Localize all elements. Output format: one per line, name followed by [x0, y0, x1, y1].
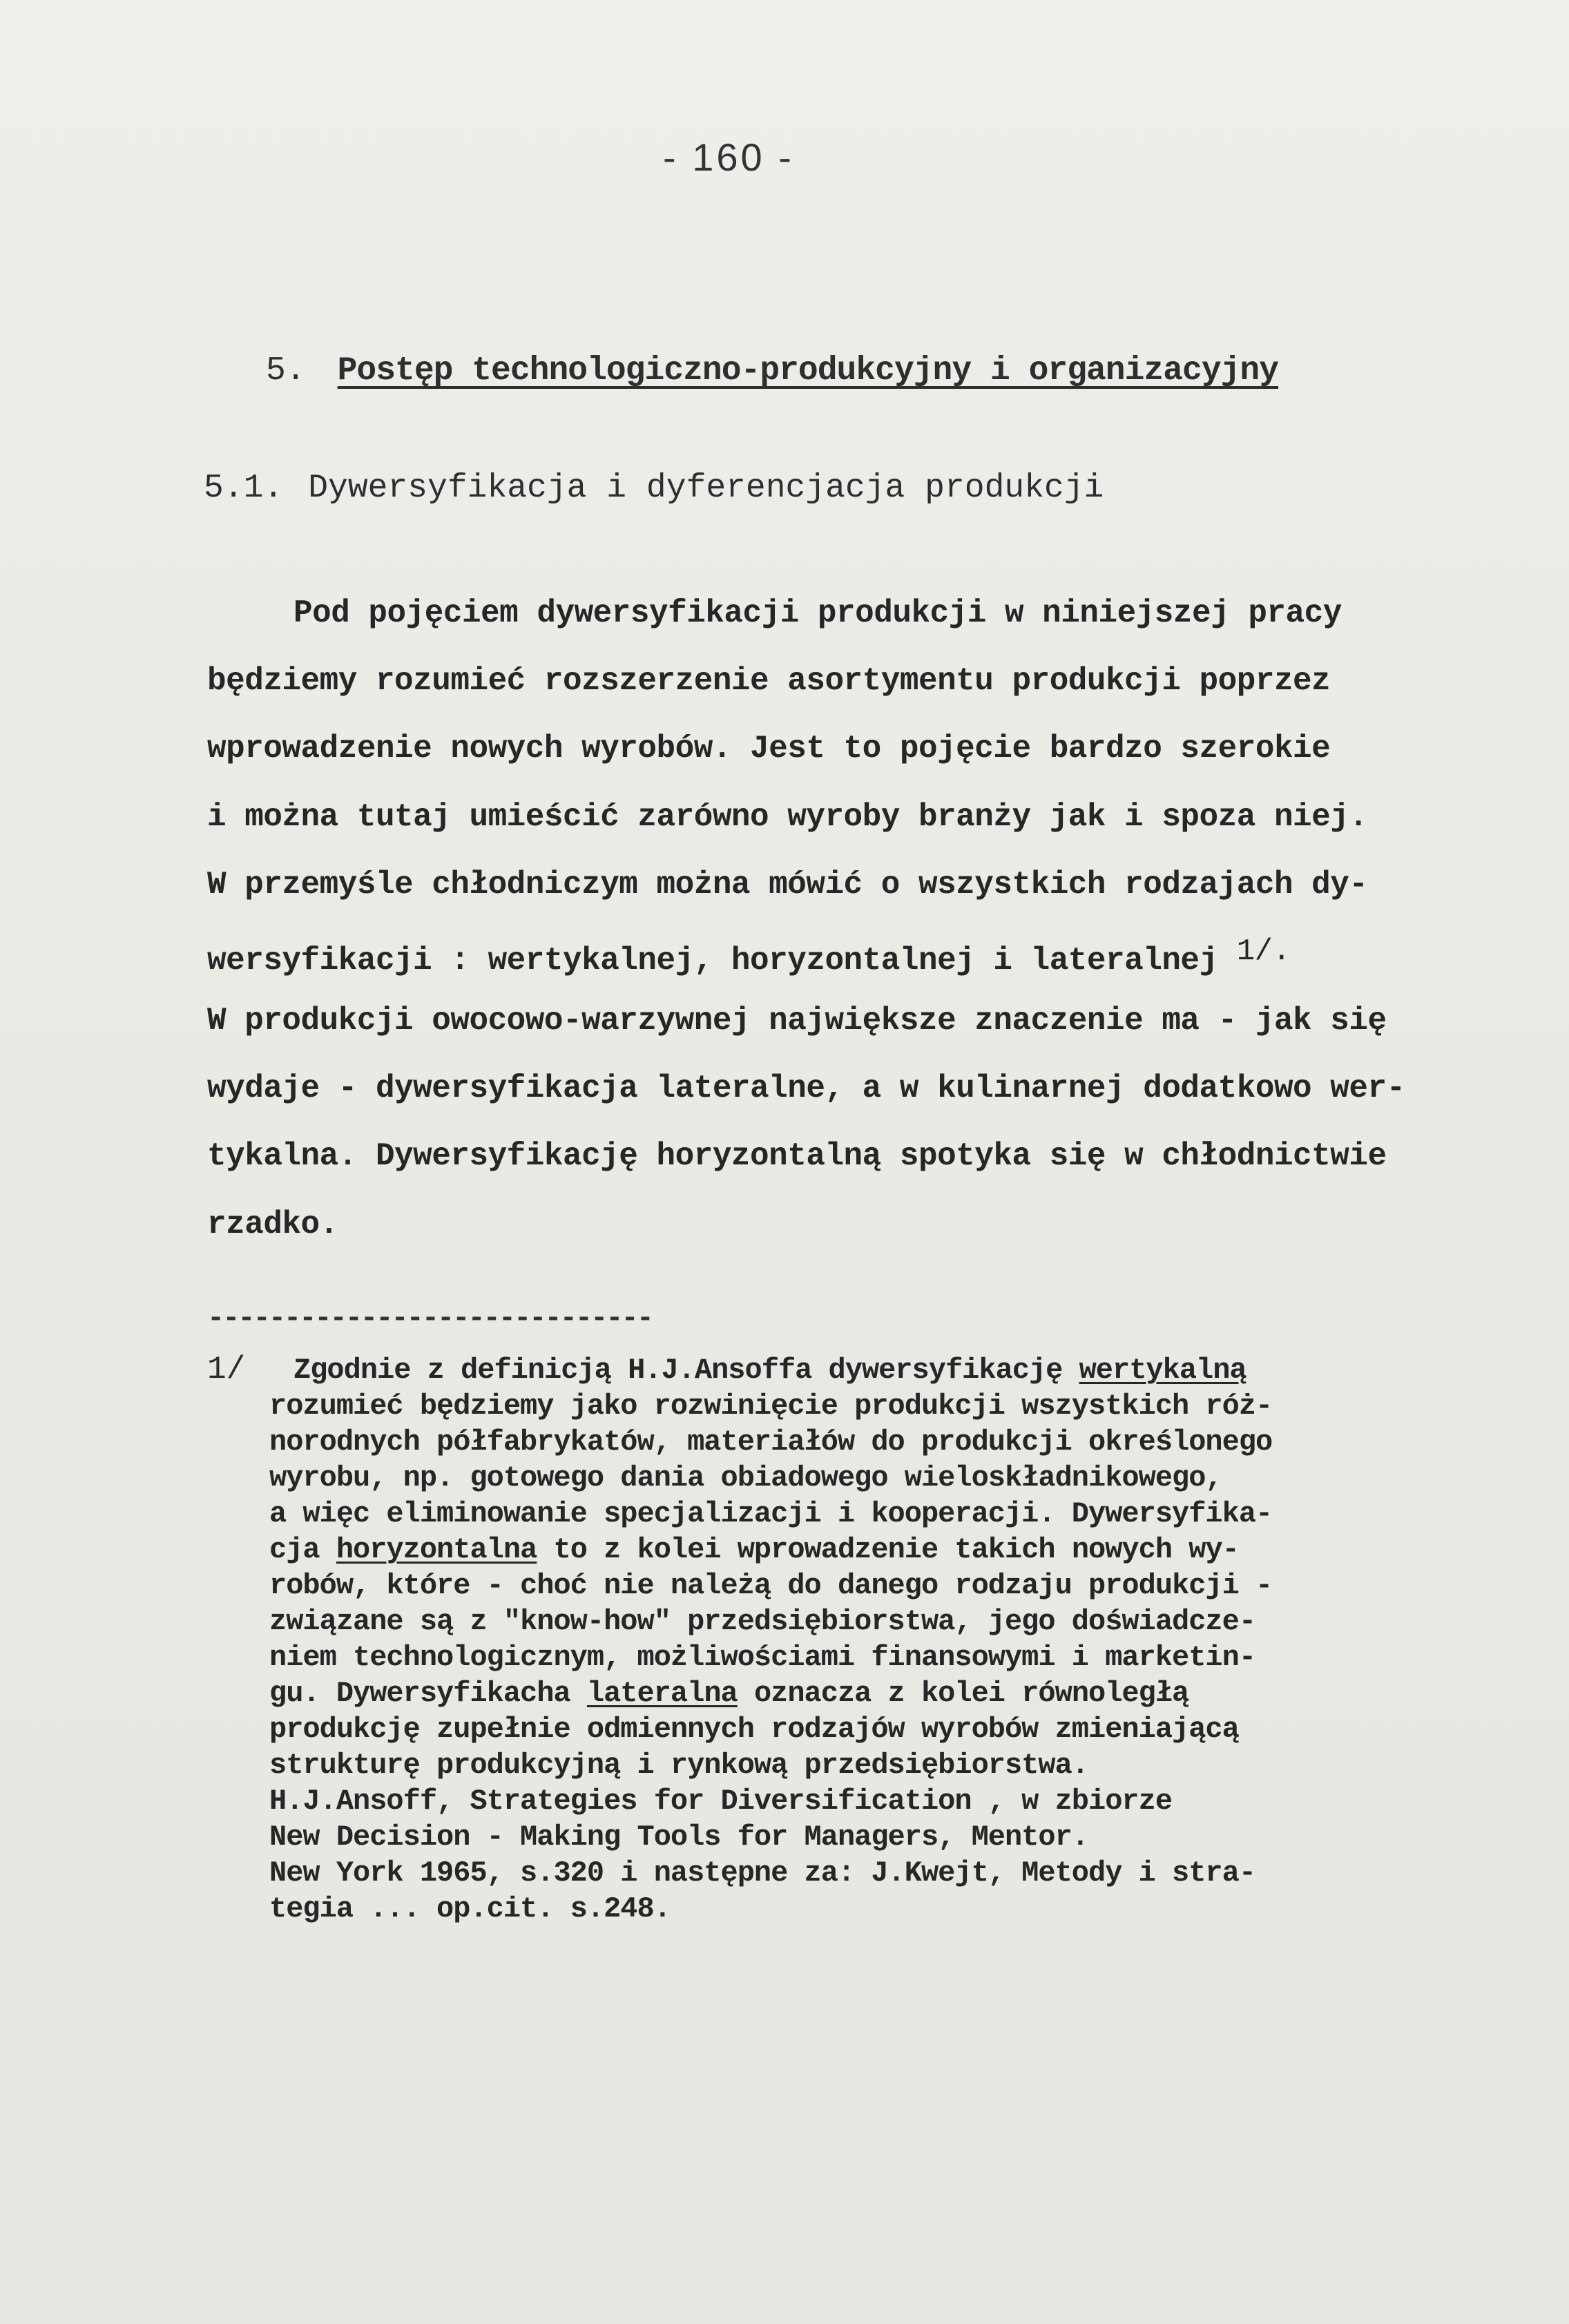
chapter-heading: [266, 352, 1278, 390]
footnote-underlined-term: wertykalną: [1079, 1354, 1246, 1387]
body-line-text: wersyfikacji : wertykalnej, horyzontalnej i lateralnej: [207, 943, 1218, 979]
body-line: wprowadzenie nowych wyrobów. Jest to pojęcie bardzo szerokie: [207, 731, 1331, 767]
footnote-line: strukturę produkcyjną i rynkową przedsiębiorstwa.: [269, 1749, 1089, 1782]
footnote-line: H.J.Ansoff, Strategies for Diversification , w zbiorze: [269, 1785, 1173, 1818]
body-line: W przemyśle chłodniczym można mówić o wszystkich rodzajach dy-: [207, 867, 1368, 903]
footnote-line: norodnych półfabrykatów, materiałów do produkcji określonego: [269, 1425, 1273, 1459]
footnote-line: niem technologicznym, możliwościami finansowymi i marketin-: [269, 1641, 1256, 1674]
body-line: Pod pojęciem dywersyfikacji produkcji w niniejszej pracy: [293, 595, 1342, 631]
footnote-text: to z kolei wprowadzenie takich nowych wy-: [537, 1533, 1239, 1566]
body-line: i można tutaj umieścić zarówno wyroby branży jak i spoza niej.: [207, 799, 1368, 835]
footnote-marker: 1/: [207, 1352, 246, 1387]
page-number: - 160 -: [663, 135, 794, 179]
footnote-text: cja: [269, 1533, 336, 1566]
footnote-line: rozumieć będziemy jako rozwinięcie produkcji wszystkich róż-: [269, 1390, 1273, 1423]
section-heading: [204, 470, 1104, 507]
footnote-underlined-term: horyzontalna: [336, 1533, 537, 1566]
footnote-line: produkcję zupełnie odmiennych rodzajów wyrobów zmieniającą: [269, 1713, 1239, 1746]
footnote-reference: 1/.: [1236, 934, 1291, 969]
footnote-line: tegia ... op.cit. s.248.: [269, 1892, 671, 1926]
footnote-line: robów, które - choć nie należą do danego rodzaju produkcji -: [269, 1569, 1273, 1602]
chapter-title: Postęp technologiczno-produkcyjny i organizacyjny: [337, 352, 1279, 390]
footnote-line: wyrobu, np. gotowego dania obiadowego wieloskładnikowego,: [269, 1461, 1222, 1495]
body-line: [207, 934, 1290, 979]
footnote-line: New York 1965, s.320 i następne za: J.Kwejt, Metody i stra-: [269, 1856, 1256, 1890]
footnote-line: [269, 1677, 1188, 1710]
body-line: W produkcji owocowo-warzywnej największe znaczenie ma - jak się: [207, 1003, 1387, 1039]
footnote-text: gu. Dywersyfikacha: [269, 1677, 587, 1710]
footnote-text: oznacza z kolei równoległą: [737, 1677, 1189, 1710]
chapter-number: 5.: [266, 352, 306, 390]
footnote-line: New Decision - Making Tools for Managers, Mentor.: [269, 1821, 1089, 1854]
body-line: rzadko.: [207, 1207, 338, 1242]
section-number: 5.1.: [204, 470, 284, 507]
footnote-underlined-term: lateralna: [586, 1677, 738, 1710]
footnote-separator: -----------------------------: [207, 1302, 652, 1335]
footnote-line: a więc eliminowanie specjalizacji i kooperacji. Dywersyfika-: [269, 1497, 1273, 1530]
footnote-line: [293, 1354, 1246, 1387]
body-line: tykalna. Dywersyfikację horyzontalną spotyka się w chłodnictwie: [207, 1138, 1387, 1174]
body-line: będziemy rozumieć rozszerzenie asortymentu produkcji poprzez: [207, 663, 1331, 699]
footnote-line: [269, 1533, 1239, 1566]
section-title: Dywersyfikacja i dyferencjacja produkcji: [308, 470, 1104, 507]
footnote-line: związane są z "know-how" przedsiębiorstwa, jego doświadcze-: [269, 1605, 1256, 1638]
body-line: wydaje - dywersyfikacja lateralne, a w kulinarnej dodatkowo wer-: [207, 1070, 1405, 1106]
footnote-text: Zgodnie z definicją H.J.Ansoffa dywersyfikację: [293, 1354, 1079, 1387]
